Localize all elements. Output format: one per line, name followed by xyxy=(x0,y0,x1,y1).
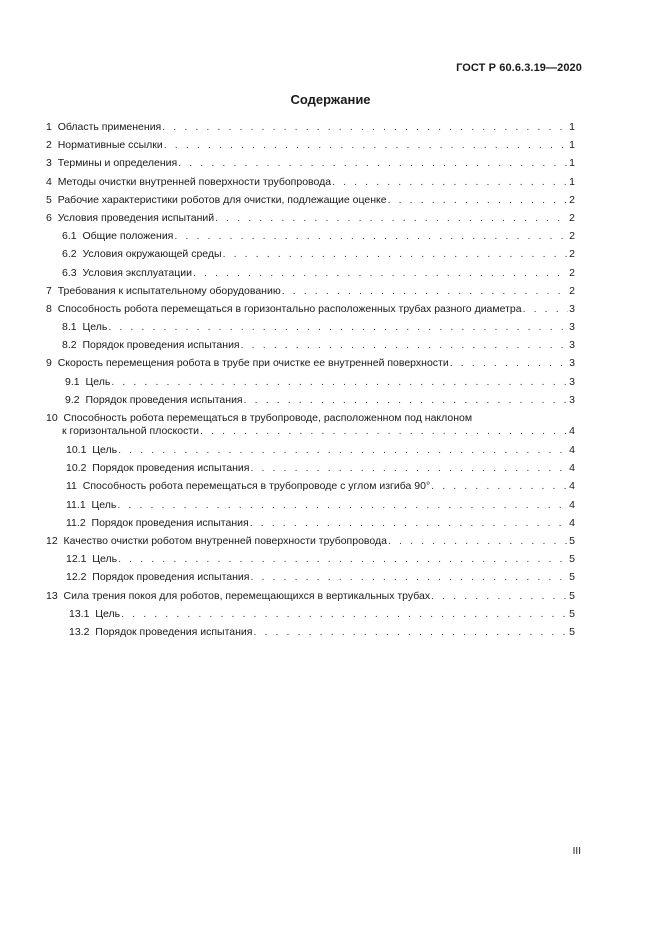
toc-entry-label: Порядок проведения испытания xyxy=(92,571,250,584)
toc-entry-page: 5 xyxy=(569,589,575,602)
toc-entry-label: Порядок проведения испытания xyxy=(85,393,243,406)
toc-entry-label: Порядок проведения испытания xyxy=(82,339,240,352)
toc-entry-page: 2 xyxy=(569,266,575,279)
toc-leader-dots xyxy=(108,321,568,334)
toc-entry-page: 2 xyxy=(569,230,575,243)
toc-leader-dots xyxy=(174,230,568,243)
toc-entry-page: 5 xyxy=(569,553,575,566)
toc-entry-label: Качество очистки роботом внутренней поверхности трубопровода xyxy=(63,534,387,547)
toc-entry[interactable] xyxy=(46,267,575,285)
toc-entry-page: 5 xyxy=(569,625,575,638)
toc-entry-number: 12.1 xyxy=(66,553,87,566)
toc-leader-dots xyxy=(388,535,568,548)
toc-entry-page: 3 xyxy=(569,393,575,406)
toc-entry-label: Цель xyxy=(92,444,118,456)
toc-entry-number: 6 xyxy=(46,211,52,224)
toc-entry-number: 11.2 xyxy=(66,516,86,529)
toc-entry-label: Цель xyxy=(85,375,111,388)
toc-leader-dots xyxy=(121,608,568,621)
toc-entry-number: 7 xyxy=(46,284,52,297)
toc-entry-page: 3 xyxy=(569,321,575,334)
toc-entry[interactable] xyxy=(46,303,575,321)
toc-leader-dots xyxy=(215,212,568,225)
toc-entry-number: 8.1 xyxy=(62,321,77,334)
toc-entry[interactable] xyxy=(46,480,575,498)
toc-entry[interactable] xyxy=(46,176,575,194)
toc-entry[interactable] xyxy=(46,444,575,462)
toc-entry[interactable] xyxy=(46,517,575,535)
toc-entry-label: Нормативные ссылки xyxy=(57,139,163,152)
toc-entry-page: 4 xyxy=(569,444,575,456)
toc-entries-main xyxy=(46,121,575,412)
toc-leader-dots xyxy=(164,139,568,152)
toc-entry-page: 1 xyxy=(569,175,575,188)
toc-entry-page: 3 xyxy=(569,339,575,352)
toc-entry-page: 4 xyxy=(569,498,575,511)
toc-leader-dots xyxy=(250,517,568,530)
toc-entry-page: 4 xyxy=(569,425,575,437)
toc-entry[interactable] xyxy=(46,212,575,230)
toc-entry[interactable] xyxy=(46,626,575,644)
toc-leader-dots xyxy=(332,176,568,189)
toc-entry[interactable] xyxy=(46,357,575,375)
toc-entry-label: Общие положения xyxy=(82,230,174,243)
toc-leader-dots xyxy=(118,553,568,566)
toc-entry-number: 10.2 xyxy=(66,462,87,475)
toc-entry-label: Область применения xyxy=(57,121,162,133)
toc-leader-dots xyxy=(241,339,569,352)
toc-entry[interactable] xyxy=(46,590,575,608)
toc-leader-dots xyxy=(117,499,568,512)
toc-entry-label: Методы очистки внутренней поверхности трубопровода xyxy=(57,175,332,188)
toc-entry[interactable] xyxy=(46,157,575,175)
toc-entry[interactable] xyxy=(46,376,575,394)
toc-entry[interactable] xyxy=(46,499,575,517)
toc-entry-label: Способность робота перемещаться в горизонтально расположенных трубах разного диаметра xyxy=(57,302,522,315)
toc-entry-page: 3 xyxy=(569,375,575,388)
toc-entry-page: 4 xyxy=(569,462,575,475)
toc-entry-page: 4 xyxy=(569,516,575,529)
toc-leader-dots xyxy=(250,571,568,584)
toc-title: Содержание xyxy=(290,92,371,107)
toc-entry[interactable] xyxy=(46,248,575,266)
toc-entry-number: 10 xyxy=(46,412,58,424)
toc-leader-dots xyxy=(450,357,568,370)
toc-entry-label: Цель xyxy=(92,553,118,566)
toc-leader-dots xyxy=(388,194,569,207)
toc-entry[interactable] xyxy=(46,285,575,303)
toc-entry-label: Способность робота перемещаться в трубопроводе, расположенном под наклоном xyxy=(63,412,473,424)
toc-entry-label: Скорость перемещения робота в трубе при очистке ее внутренней поверхности xyxy=(57,357,449,370)
toc-leader-dots xyxy=(223,248,569,261)
toc-entry-number: 13.1 xyxy=(69,607,90,620)
toc-leader-dots xyxy=(431,590,568,603)
toc-leader-dots xyxy=(250,462,568,475)
toc-entry-label: Условия окружающей среды xyxy=(82,248,222,261)
toc-entry-number: 6.1 xyxy=(62,230,77,243)
table-of-contents xyxy=(46,121,575,644)
toc-entry[interactable] xyxy=(46,608,575,626)
toc-entry-page: 5 xyxy=(569,607,575,620)
page-number: III xyxy=(572,846,581,857)
toc-entry-number: 12.2 xyxy=(66,571,87,584)
toc-entry[interactable] xyxy=(46,462,575,480)
toc-entry-number: 9 xyxy=(46,357,52,370)
toc-entry-number: 9.1 xyxy=(65,375,80,388)
toc-entry-number: 8 xyxy=(46,302,52,315)
toc-entry-label: Порядок проведения испытания xyxy=(92,462,250,475)
toc-entry-number: 8.2 xyxy=(62,339,77,352)
toc-leader-dots xyxy=(282,285,568,298)
toc-leader-dots xyxy=(244,394,569,407)
toc-leader-dots xyxy=(178,157,568,170)
toc-entry-label: Порядок проведения испытания xyxy=(91,516,249,529)
toc-entry-number: 12 xyxy=(46,534,58,547)
toc-entry-number: 3 xyxy=(46,157,52,170)
toc-entry[interactable] xyxy=(46,571,575,589)
toc-entry-page: 3 xyxy=(569,357,575,370)
toc-entry-label: Условия эксплуатации xyxy=(82,266,192,279)
toc-leader-dots xyxy=(431,480,568,493)
toc-entry-label: Способность робота перемещаться в трубопроводе с углом изгиба 90° xyxy=(82,480,431,493)
toc-entry-number: 9.2 xyxy=(65,393,80,406)
toc-entry-label: Цель xyxy=(91,498,117,511)
toc-entry-number: 6.3 xyxy=(62,266,77,279)
toc-entry[interactable] xyxy=(46,553,575,571)
toc-entry-label: Требования к испытательному оборудованию xyxy=(57,284,281,297)
toc-entry-number: 11 xyxy=(66,480,77,493)
toc-entry-number: 13 xyxy=(46,589,58,602)
toc-entry-label: Термины и определения xyxy=(57,157,178,170)
toc-leader-dots xyxy=(162,121,568,134)
toc-entry[interactable] xyxy=(46,121,575,139)
toc-entry[interactable] xyxy=(46,139,575,157)
toc-entry-page: 2 xyxy=(569,193,575,206)
toc-entry-page: 2 xyxy=(569,248,575,261)
toc-leader-dots xyxy=(200,425,568,438)
toc-entry-page: 4 xyxy=(569,480,575,493)
toc-leader-dots xyxy=(193,267,568,280)
toc-leader-dots xyxy=(523,303,569,316)
toc-entry-number: 4 xyxy=(46,175,52,188)
toc-entry-number: 6.2 xyxy=(62,248,77,261)
toc-entry[interactable] xyxy=(46,339,575,357)
toc-entry-label: Цель xyxy=(82,321,108,334)
toc-entry[interactable] xyxy=(46,535,575,553)
toc-leader-dots xyxy=(111,376,568,389)
toc-entry-number: 1 xyxy=(46,121,52,133)
toc-entry-10[interactable] xyxy=(46,412,575,444)
toc-entry-label: Сила трения покоя для роботов, перемещающихся в вертикальных трубах xyxy=(63,589,431,602)
toc-entry-page: 3 xyxy=(569,302,575,315)
toc-entry-page: 1 xyxy=(569,139,575,152)
toc-entry-label: Рабочие характеристики роботов для очистки, подлежащие оценке xyxy=(57,193,387,206)
toc-entry-number: 13.2 xyxy=(69,625,90,638)
toc-entry-page: 2 xyxy=(569,284,575,297)
toc-entry-number: 2 xyxy=(46,139,52,152)
toc-entries-rest xyxy=(46,444,575,644)
toc-entry-page: 1 xyxy=(569,157,575,170)
toc-entry-number: 11.1 xyxy=(66,498,86,511)
document-code: ГОСТ Р 60.6.3.19—2020 xyxy=(456,62,582,74)
toc-entry-page: 5 xyxy=(569,534,575,547)
toc-entry[interactable] xyxy=(46,394,575,412)
toc-leader-dots xyxy=(253,626,568,639)
toc-entry-page: 2 xyxy=(569,211,575,224)
toc-entry-number: 5 xyxy=(46,193,52,206)
toc-entry[interactable] xyxy=(46,230,575,248)
toc-entry-label: Цель xyxy=(95,607,121,620)
toc-leader-dots xyxy=(118,444,568,457)
toc-entry-page: 5 xyxy=(569,571,575,584)
toc-entry-page: 1 xyxy=(569,121,575,133)
toc-entry[interactable] xyxy=(46,321,575,339)
toc-entry[interactable] xyxy=(46,194,575,212)
toc-entry-label: Условия проведения испытаний xyxy=(57,211,215,224)
toc-entry-number: 10.1 xyxy=(66,444,87,456)
toc-entry-label: Порядок проведения испытания xyxy=(95,625,253,638)
toc-entry-label-continued: к горизонтальной плоскости xyxy=(62,425,200,437)
